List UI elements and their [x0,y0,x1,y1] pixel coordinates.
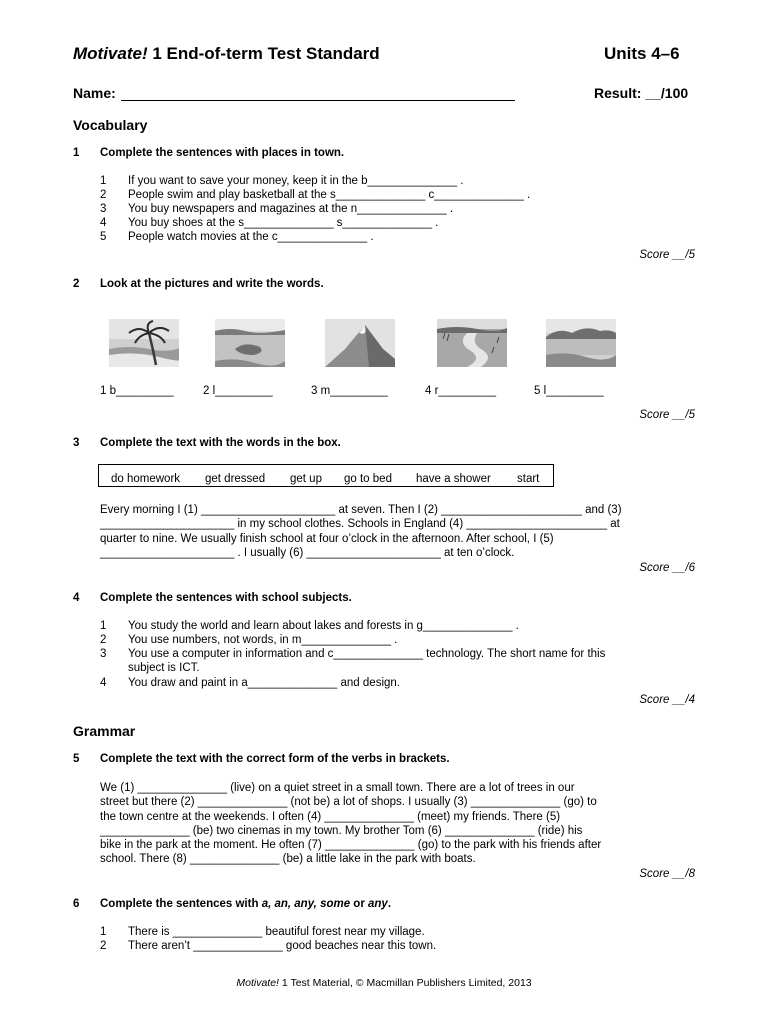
q4-item-number: 3 [100,648,107,660]
q2-label: 5 l_________ [534,385,604,397]
q3-number: 3 [73,437,80,449]
q6-item-text: There is ______________ beautiful forest near my village. [128,926,425,938]
q2-label: 3 m_________ [311,385,388,397]
q5-text-line: ______________ (be) two cinemas in my town. My brother Tom (6) ______________ (ride) his [100,824,583,837]
title-rest: 1 End-of-term Test Standard [147,44,380,63]
q3-instruction: Complete the text with the words in the box. [100,437,341,449]
q6-instruction-part: a, an, any, some [261,898,351,910]
word-box-item: start [517,473,540,485]
q4-item-text: You use numbers, not words, in m______________ . [128,634,398,646]
q1-item-number: 1 [100,175,107,187]
q4-score: Score __/4 [639,694,695,706]
footer-text: 1 Test Material, © Macmillan Publishers Limited, 2013 [278,977,532,989]
vocabulary-heading: Vocabulary [73,117,148,133]
q2-number: 2 [73,278,80,290]
q5-number: 5 [73,753,80,765]
q4-item-number: 1 [100,620,107,632]
q4-item-text: You study the world and learn about lakes and forests in g______________ . [128,620,519,632]
q1-item-text: If you want to save your money, keep it in the b______________ . [128,175,464,187]
grammar-heading: Grammar [73,723,136,739]
word-box-item: have a shower [416,473,491,485]
mountain-picture [325,319,395,367]
q5-text-line: school. There (8) ______________ (be) a little lake in the park with boats. [100,853,476,866]
q4-item-number: 4 [100,677,107,689]
q1-item-number: 2 [100,189,107,201]
q4-item-number: 2 [100,634,107,646]
title-brand: Motivate! [73,44,148,63]
q2-label: 1 b_________ [100,385,174,397]
q6-instruction-part: Complete the sentences with [100,898,262,910]
q6-instruction-part: . [387,898,392,910]
q5-text-line: street but there (2) ______________ (not be) a lot of shops. I usually (3) ______________ (go) to [100,796,597,809]
q3-text-line: _____________________ in my school clothes. Schools in England (4) ______________________ at [100,518,620,531]
page-title [73,44,380,64]
word-box-item: get dressed [205,473,266,485]
q1-item-text: You buy newspapers and magazines at the n______________ . [128,203,454,215]
q1-item-number: 5 [100,231,107,243]
q3-text-line: Every morning I (1) _____________________ at seven. Then I (2) ______________________ and (3) [100,504,622,516]
q5-score: Score __/8 [639,868,695,880]
q5-text-line: the town centre at the weekends. I often (4) ______________ (meet) my friends. There (5) [100,810,561,823]
q3-text-line: _____________________ . I usually (6) _____________________ at ten o’clock. [100,546,515,559]
word-box [98,464,554,487]
q6-instruction [100,898,391,910]
q4-item-text: You draw and paint in a______________ and design. [128,677,400,689]
q5-text-line: bike in the park at the moment. He often (7) ______________ (go) to the park with his friends after [100,839,602,852]
q1-instruction: Complete the sentences with places in town. [100,147,345,159]
word-box-item: get up [290,473,322,485]
river-picture [437,319,507,367]
footer-brand: Motivate! [236,977,279,989]
word-box-item: go to bed [344,473,392,485]
q5-text-line: We (1) ______________ (live) on a quiet street in a small town. There are a lot of trees in our [100,782,575,794]
q1-item-text: People watch movies at the c______________ . [128,231,374,243]
q4-instruction: Complete the sentences with school subjects. [100,592,352,604]
q4-number: 4 [73,592,80,604]
footer [0,977,768,989]
q1-item-number: 3 [100,203,107,215]
q2-score: Score __/5 [639,409,695,421]
q1-number: 1 [73,147,80,159]
q3-text-line: quarter to nine. We usually finish school at four o’clock in the afternoon. After school, I (5) [100,532,554,545]
q4-item-text: You use a computer in information and c______________ technology. The short name for this [128,648,606,660]
q6-instruction-part: any [368,898,388,910]
q5-text [100,781,668,867]
q5-instruction: Complete the text with the correct form of the verbs in brackets. [100,753,450,765]
units-label: Units 4–6 [604,44,680,63]
q1-score: Score __/5 [639,249,695,261]
name-field-line[interactable] [121,100,515,101]
q2-label: 4 r_________ [425,385,496,397]
q3-score: Score __/6 [639,562,695,574]
q1-item-text: People swim and play basketball at the s______________ c______________ . [128,189,531,201]
lake-picture [546,319,616,367]
q2-label: 2 l_________ [203,385,273,397]
name-label: Name: [73,85,116,101]
q6-instruction-part: or [350,898,368,910]
q1-item-number: 4 [100,217,107,229]
q6-item-number: 1 [100,926,107,938]
q4-item-text: subject is ICT. [128,662,200,674]
q6-number: 6 [73,898,80,910]
beach-palm-picture [109,319,179,367]
q1-item-text: You buy shoes at the s______________ s______________ . [128,217,439,229]
result-label: Result: __/100 [594,85,689,101]
lake-island-picture [215,319,285,367]
word-box-item: do homework [111,473,181,485]
q3-text [100,503,668,560]
q6-item-number: 2 [100,940,107,952]
q2-instruction: Look at the pictures and write the words. [100,278,324,290]
q6-item-text: There aren’t ______________ good beaches near this town. [128,940,437,952]
